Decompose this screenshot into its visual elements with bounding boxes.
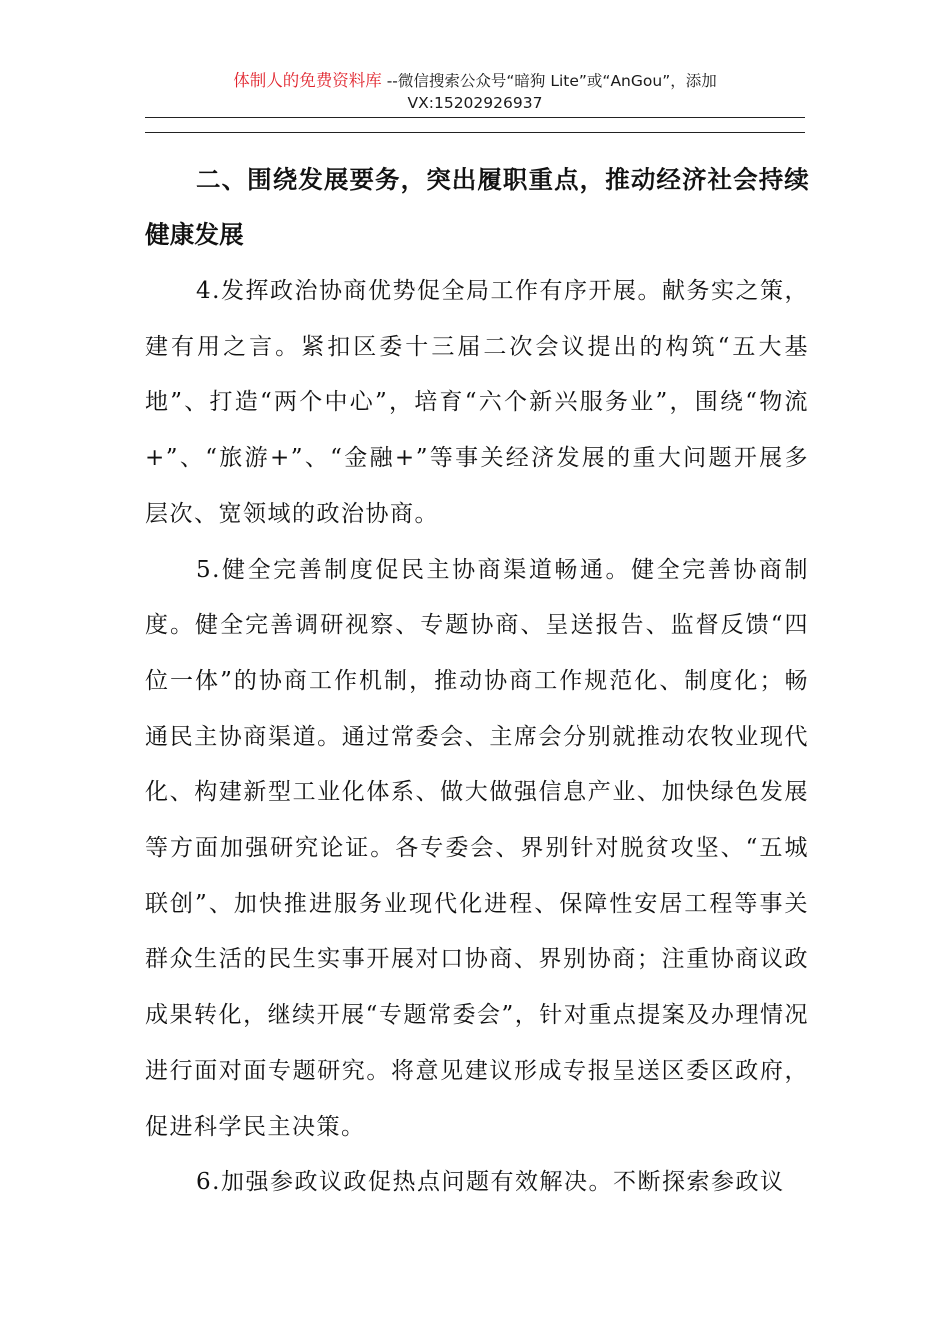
paragraph-5: 5.健全完善制度促民主协商渠道畅通。健全完善协商制度。健全完善调研视察、专题协商、呈送报告、监督反馈“四位一体”的协商工作机制，推动协商工作规范化、制度化；畅通民主协商渠道。通过常委会、主席会分别就推动农牧业现代化、构建新型工业化体系、做大做强信息产业、加快绿色发展等方面加强研究论证。各专委会、界别针对脱贫攻坚、“五城联创”、加快推进服务业现代化进程、保障性安居工程等事关群众生活的民生实事开展对口协商、界别协商；注重协商议政成果转化，继续开展“专题常委会”，针对重点提案及办理情况进行面对面专题研究。将意见建议形成专报呈送区委区政府，促进科学民主决策。 <box>145 556 809 1140</box>
header-line-2: VX:15202926937 <box>407 94 543 112</box>
paragraph-4: 4.发挥政治协商优势促全局工作有序开展。献务实之策，建有用之言。紧扣区委十三届二次会议提出的构筑“五大基地”、打造“两个中心”，培育“六个新兴服务业”，围绕“物流+”、“旅游+”、“金融+”等事关经济发展的重大问题开展多层次、宽领域的政治协商。 <box>145 278 809 527</box>
page-header <box>145 70 805 114</box>
header-brand-text: 体制人的免费资料库 <box>233 71 382 90</box>
header-divider-top <box>145 117 805 118</box>
header-info-text: --微信搜索公众号“暗狗 Lite”或“AnGou”，添加 <box>381 72 717 90</box>
document-body <box>145 152 809 1211</box>
paragraph-6: 6.加强参政议政促热点问题有效解决。不断探索参政议 <box>196 1169 785 1196</box>
header-divider-bottom <box>145 132 805 133</box>
header-line-1 <box>145 70 805 92</box>
section-heading: 二、围绕发展要务，突出履职重点，推动经济社会持续健康发展 <box>145 165 809 249</box>
